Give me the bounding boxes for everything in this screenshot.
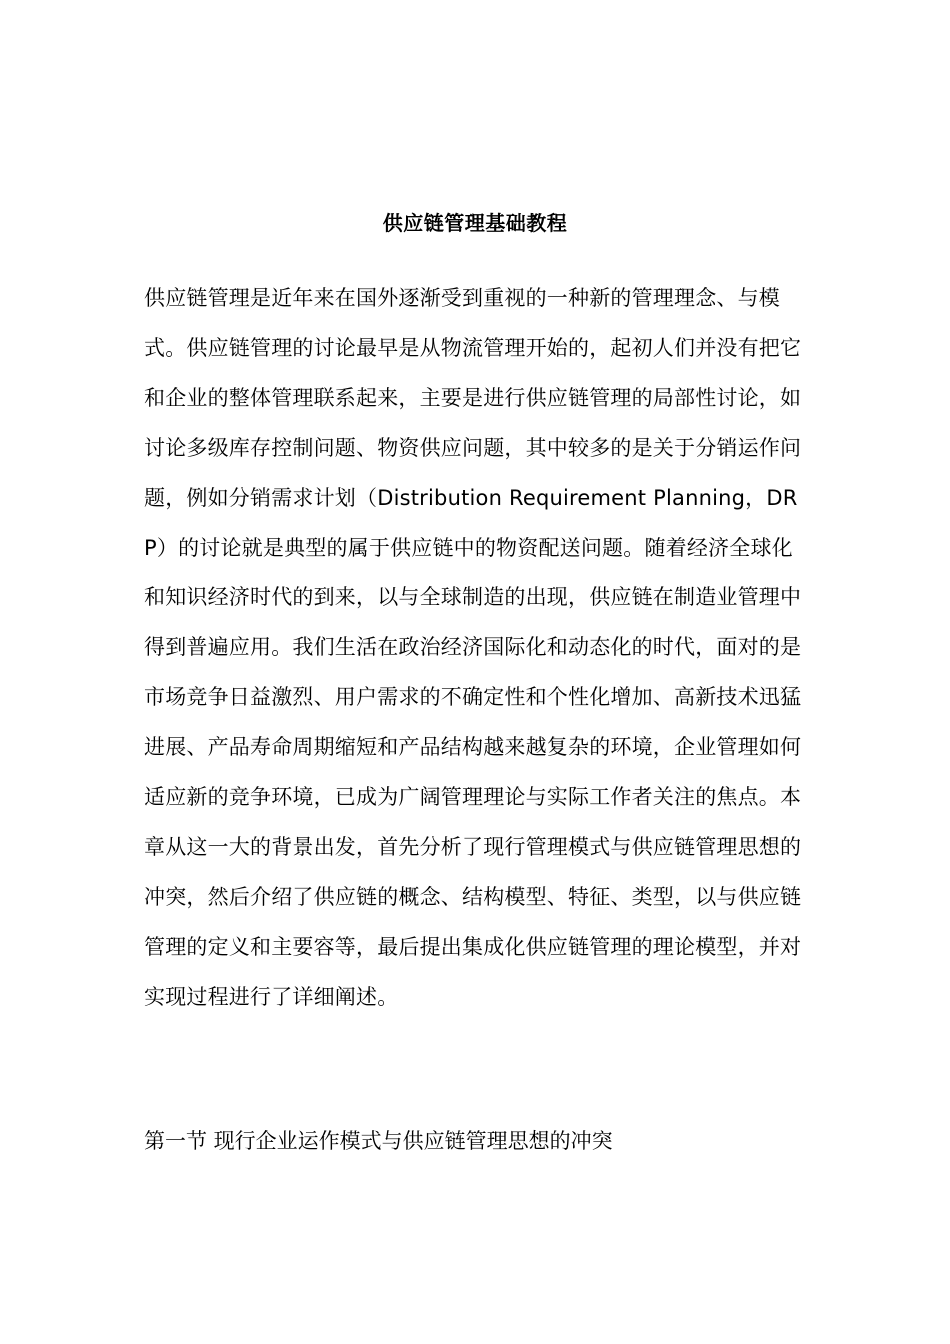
intro-paragraph: 供应链管理是近年来在国外逐渐受到重视的一种新的管理理念、与模式。供应链管理的讨论最早是从物流管理开始的，起初人们并没有把它和企业的整体管理联系起来，主要是进行供应链管理的局部性讨论，如讨论多级库存控制问题、物资供应问题，其中较多的是关于分销运作问题，例如分销需求计划（Distribution Requirement Planning，DRP）的讨论就是典型的属于供应链中的物资配送问题。随着经济全球化和知识经济时代的到来，以与全球制造的出现，供应链在制造业管理中得到普遍应用。我们生活在政治经济国际化和动态化的时代，面对的是市场竞争日益激烈、用户需求的不确定性和个性化增加、高新技术迅猛进展、产品寿命周期缩短和产品结构越来越复杂的环境，企业管理如何适应新的竞争环境，已成为广阔管理理论与实际工作者关注的焦点。本章从这一大的背景出发，首先分析了现行管理模式与供应链管理思想的冲突，然后介绍了供应链的概念、结构模型、特征、类型，以与供应链管理的定义和主要容等，最后提出集成化供应链管理的理论模型，并对实现过程进行了详细阐述。 <box>144 286 802 1009</box>
document-title: 供应链管理基础教程 <box>382 211 568 235</box>
section-heading: 第一节 现行企业运作模式与供应链管理思想的冲突 <box>144 1129 613 1153</box>
